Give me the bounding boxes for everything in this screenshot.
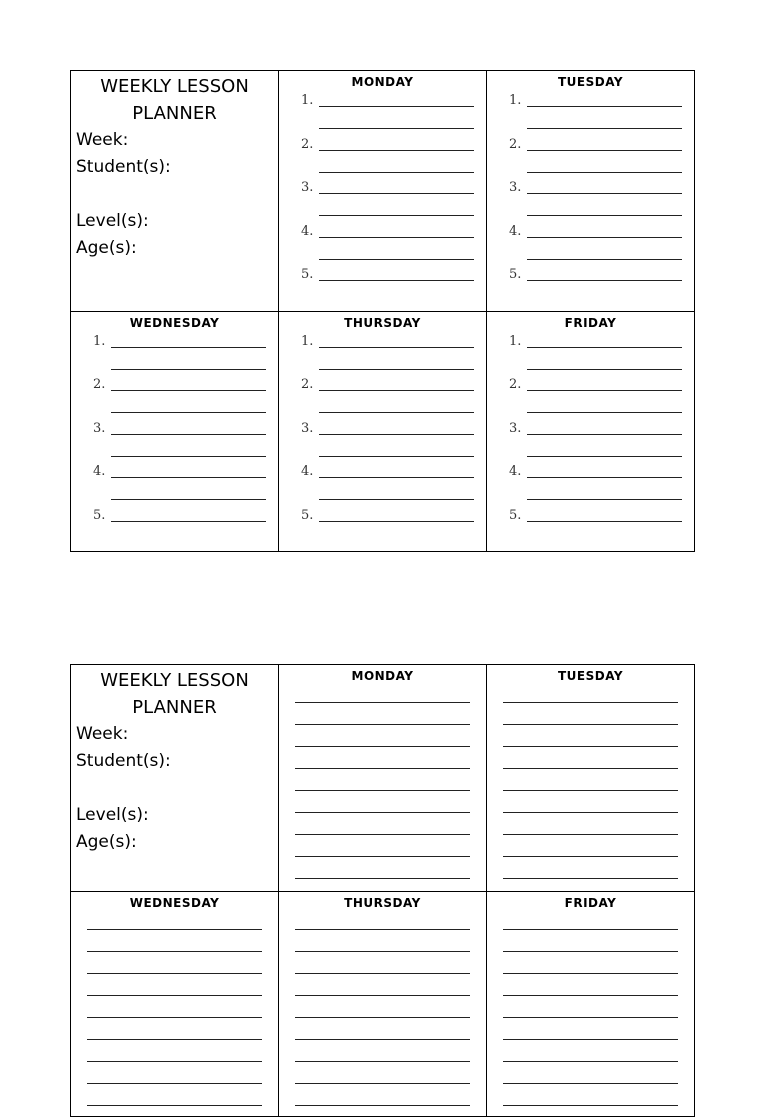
writing-line	[111, 521, 266, 522]
list-item	[509, 93, 682, 137]
item-number: 2.	[301, 377, 314, 392]
writing-line	[111, 412, 266, 413]
list-item	[93, 464, 266, 508]
day-cell-friday	[487, 892, 695, 1117]
rule-lines	[279, 687, 486, 879]
item-number: 3.	[509, 180, 522, 195]
writing-line	[503, 790, 678, 791]
day-cell-thursday	[279, 311, 487, 552]
writing-line	[527, 259, 682, 260]
writing-line	[87, 951, 262, 952]
day-cell-tuesday	[487, 665, 695, 892]
writing-line	[295, 1083, 470, 1084]
day-heading-thursday: THURSDAY	[344, 896, 421, 910]
item-number: 1.	[509, 333, 522, 349]
list-item	[301, 93, 474, 137]
writing-line	[295, 995, 470, 996]
writing-line	[295, 746, 470, 747]
writing-line	[527, 150, 682, 151]
item-list	[71, 334, 278, 552]
writing-line	[111, 434, 266, 435]
students-label: Student(s):	[76, 157, 171, 177]
writing-line	[319, 412, 474, 413]
writing-line	[319, 456, 474, 457]
item-number: 1.	[301, 333, 314, 349]
list-item	[301, 334, 474, 378]
writing-line	[527, 456, 682, 457]
writing-line	[503, 951, 678, 952]
day-heading-wednesday: WEDNESDAY	[129, 315, 220, 330]
item-number: 1.	[301, 93, 314, 108]
planner-title-line1: WEEKLY LESSON	[100, 670, 249, 691]
list-item	[509, 137, 682, 181]
item-number: 3.	[301, 180, 314, 195]
list-item	[509, 421, 682, 465]
writing-line	[319, 193, 474, 194]
list-item	[93, 508, 266, 552]
writing-line	[295, 834, 470, 835]
writing-line	[111, 499, 266, 500]
writing-line	[503, 768, 678, 769]
item-list	[279, 93, 486, 311]
writing-line	[503, 1017, 678, 1018]
list-item	[93, 377, 266, 421]
writing-line	[295, 951, 470, 952]
day-cell-monday	[279, 665, 487, 892]
day-heading-monday: MONDAY	[351, 669, 414, 683]
item-number: 2.	[509, 136, 522, 152]
writing-line	[87, 973, 262, 974]
writing-line	[503, 995, 678, 996]
writing-line	[87, 1017, 262, 1018]
writing-line	[111, 477, 266, 478]
day-cell-wednesday	[71, 892, 279, 1117]
item-number: 4.	[509, 464, 522, 479]
planner-title-line1: WEEKLY LESSON	[100, 76, 249, 97]
writing-line	[295, 812, 470, 813]
writing-line	[295, 878, 470, 879]
writing-line	[319, 128, 474, 129]
writing-line	[527, 172, 682, 173]
writing-line	[503, 1105, 678, 1106]
rule-lines	[279, 914, 486, 1106]
item-number: 3.	[509, 420, 522, 436]
list-item	[509, 464, 682, 508]
item-number: 5.	[509, 267, 522, 282]
writing-line	[319, 434, 474, 435]
writing-line	[319, 259, 474, 260]
writing-line	[503, 1039, 678, 1040]
item-number: 1.	[93, 333, 106, 349]
levels-label: Level(s):	[76, 211, 149, 231]
item-number: 4.	[93, 464, 106, 479]
list-item	[301, 464, 474, 508]
day-heading-friday: FRIDAY	[564, 896, 617, 910]
levels-label: Level(s):	[76, 805, 149, 825]
item-number: 2.	[93, 377, 106, 392]
day-cell-wednesday	[71, 311, 279, 552]
item-number: 1.	[509, 93, 522, 108]
writing-line	[527, 347, 682, 348]
writing-line	[319, 215, 474, 216]
day-cell-monday	[279, 71, 487, 312]
day-heading-tuesday: TUESDAY	[557, 669, 624, 683]
day-cell-friday	[487, 311, 695, 552]
writing-line	[503, 878, 678, 879]
writing-line	[111, 347, 266, 348]
writing-line	[87, 995, 262, 996]
writing-line	[527, 128, 682, 129]
day-heading-wednesday: WEDNESDAY	[129, 896, 220, 910]
writing-line	[319, 150, 474, 151]
writing-line	[295, 724, 470, 725]
writing-line	[503, 724, 678, 725]
writing-line	[111, 390, 266, 391]
writing-line	[295, 768, 470, 769]
writing-line	[503, 1061, 678, 1062]
item-number: 2.	[301, 136, 314, 152]
writing-line	[319, 369, 474, 370]
list-item	[93, 421, 266, 465]
item-number: 4.	[509, 223, 522, 239]
day-heading-monday: MONDAY	[351, 75, 414, 89]
writing-line	[87, 929, 262, 930]
week-label: Week:	[76, 724, 129, 744]
writing-line	[503, 812, 678, 813]
writing-line	[319, 347, 474, 348]
planner-title-line2: PLANNER	[132, 697, 217, 718]
writing-line	[527, 193, 682, 194]
list-item	[301, 377, 474, 421]
writing-line	[295, 1017, 470, 1018]
item-number: 5.	[301, 507, 314, 523]
list-item	[509, 267, 682, 311]
writing-line	[503, 929, 678, 930]
writing-line	[295, 1061, 470, 1062]
item-number: 3.	[301, 420, 314, 436]
writing-line	[503, 1083, 678, 1084]
item-number: 3.	[93, 420, 106, 436]
list-item	[509, 334, 682, 378]
writing-line	[295, 790, 470, 791]
writing-line	[527, 237, 682, 238]
item-list	[487, 93, 694, 311]
writing-line	[111, 456, 266, 457]
day-cell-thursday	[279, 892, 487, 1117]
writing-line	[503, 834, 678, 835]
writing-line	[295, 702, 470, 703]
list-item	[93, 334, 266, 378]
ages-label: Age(s):	[76, 832, 137, 852]
writing-line	[319, 390, 474, 391]
item-number: 5.	[301, 267, 314, 282]
list-item	[301, 267, 474, 311]
writing-line	[87, 1039, 262, 1040]
list-item	[509, 377, 682, 421]
writing-line	[527, 215, 682, 216]
rule-lines	[487, 914, 694, 1106]
ages-label: Age(s):	[76, 238, 137, 258]
students-label: Student(s):	[76, 751, 171, 771]
list-item	[301, 421, 474, 465]
list-item	[301, 224, 474, 268]
weekly-lesson-planner-lined	[70, 664, 695, 1117]
list-item	[301, 180, 474, 224]
list-item	[301, 137, 474, 181]
item-list	[279, 334, 486, 552]
item-number: 5.	[93, 507, 106, 523]
writing-line	[319, 477, 474, 478]
planner-title-line2: PLANNER	[132, 103, 217, 124]
writing-line	[527, 280, 682, 281]
writing-line	[527, 434, 682, 435]
writing-line	[295, 1039, 470, 1040]
writing-line	[503, 746, 678, 747]
writing-line	[319, 237, 474, 238]
writing-line	[319, 106, 474, 107]
writing-line	[295, 973, 470, 974]
writing-line	[527, 521, 682, 522]
writing-line	[503, 702, 678, 703]
writing-line	[527, 390, 682, 391]
writing-line	[295, 1105, 470, 1106]
item-number: 4.	[301, 464, 314, 479]
day-heading-tuesday: TUESDAY	[557, 75, 624, 89]
day-cell-tuesday	[487, 71, 695, 312]
writing-line	[503, 973, 678, 974]
list-item	[509, 224, 682, 268]
writing-line	[527, 477, 682, 478]
writing-line	[527, 369, 682, 370]
list-item	[509, 508, 682, 552]
weekly-lesson-planner-numbered	[70, 70, 695, 552]
writing-line	[295, 856, 470, 857]
writing-line	[111, 369, 266, 370]
writing-line	[295, 929, 470, 930]
item-number: 2.	[509, 377, 522, 392]
day-heading-friday: FRIDAY	[564, 315, 617, 330]
writing-line	[87, 1061, 262, 1062]
rule-lines	[71, 914, 278, 1106]
item-number: 5.	[509, 507, 522, 523]
rule-lines	[487, 687, 694, 879]
item-list	[487, 334, 694, 552]
writing-line	[527, 499, 682, 500]
writing-line	[319, 280, 474, 281]
writing-line	[319, 172, 474, 173]
planner-header-cell	[71, 665, 279, 892]
writing-line	[319, 499, 474, 500]
writing-line	[527, 412, 682, 413]
list-item	[509, 180, 682, 224]
day-heading-thursday: THURSDAY	[344, 315, 421, 330]
planner-header-cell	[71, 71, 279, 312]
writing-line	[527, 106, 682, 107]
week-label: Week:	[76, 130, 129, 150]
writing-line	[87, 1105, 262, 1106]
item-number: 4.	[301, 223, 314, 239]
writing-line	[503, 856, 678, 857]
writing-line	[319, 521, 474, 522]
list-item	[301, 508, 474, 552]
writing-line	[87, 1083, 262, 1084]
